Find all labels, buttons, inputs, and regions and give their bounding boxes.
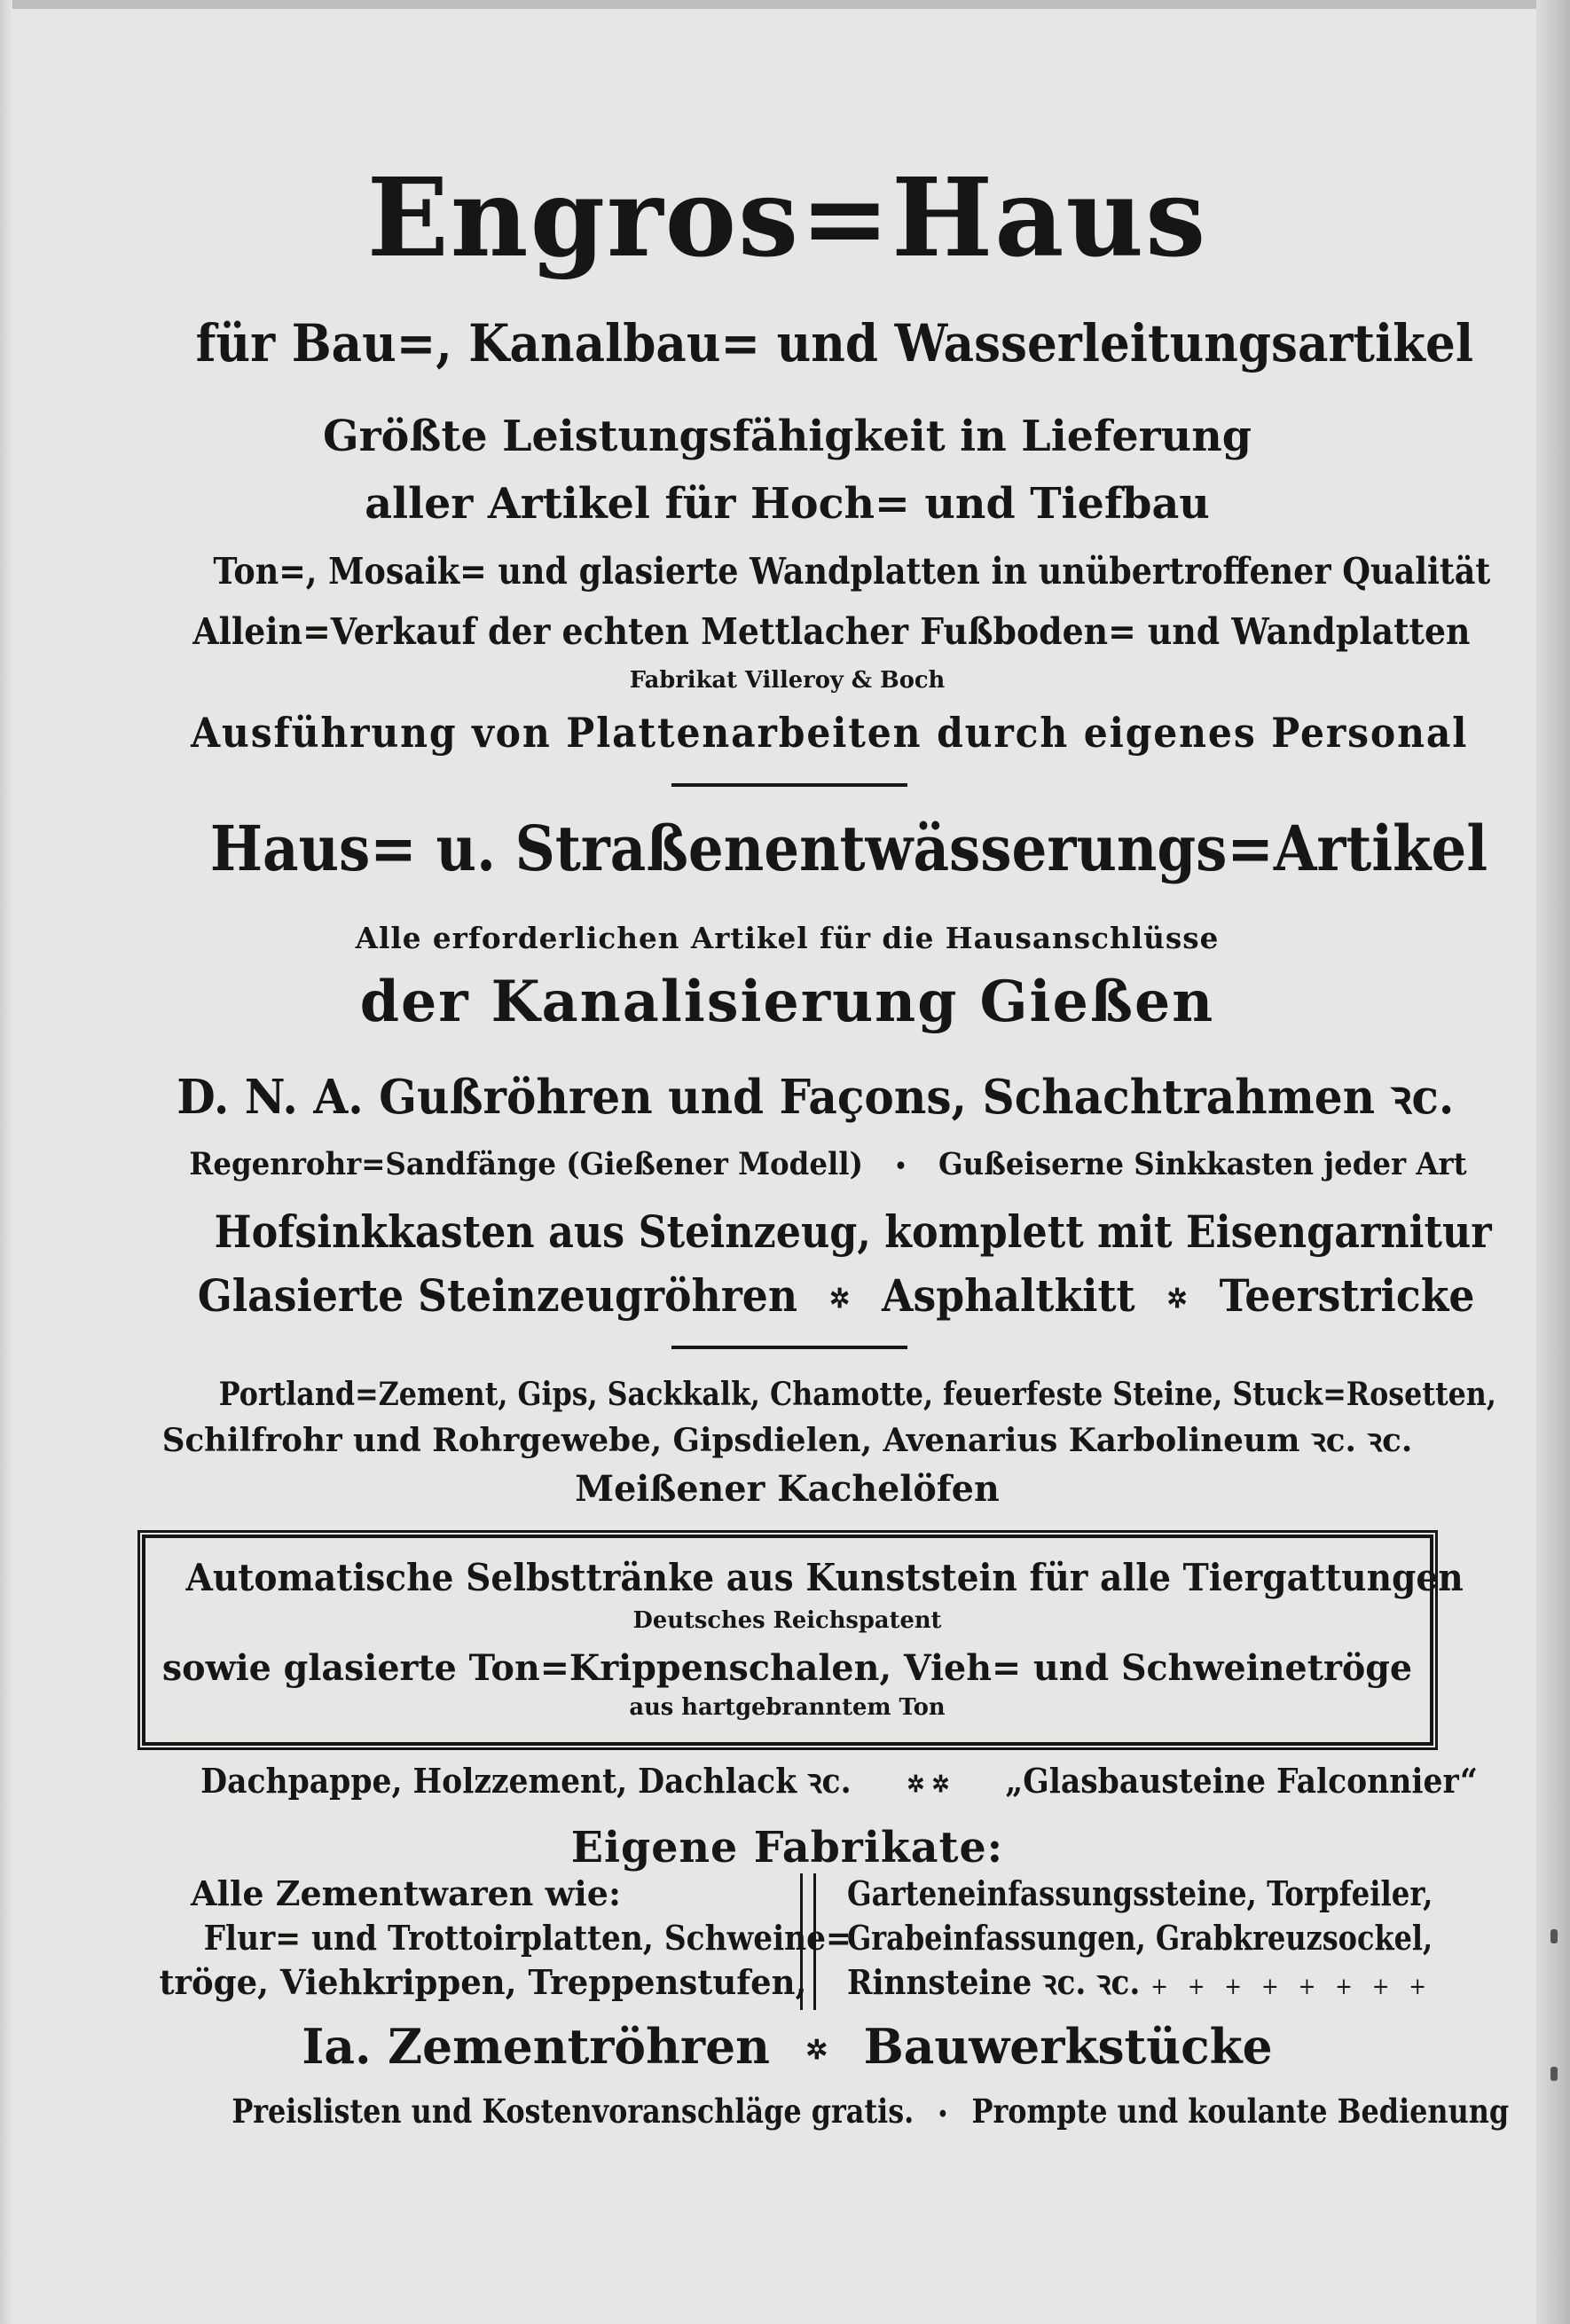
divider-rule: [671, 1346, 907, 1349]
footer-products: [149, 2017, 1426, 2080]
service-text: Prompte und koulante Bedienung: [971, 2092, 1510, 2131]
sandfang-text: Regenrohr=Sandfänge (Gießener Modell): [189, 1146, 863, 1182]
rinnsteine-text: Rinnsteine ꝛc. ꝛc.: [847, 1962, 1141, 2002]
maker-note: Fabrikat Villeroy & Boch: [629, 667, 946, 694]
fabrikate-right-line: Grabeinfassungen, Grabkreuzsockel,: [847, 1918, 1433, 1958]
fabrikate-right-line: Garteneinfassungssteine, Torpfeiler,: [847, 1873, 1433, 1913]
fabrikate-left-line: tröge, Viehkrippen, Treppenstufen,: [159, 1962, 807, 2002]
fabrikate-left-line: Flur= und Trottoirplatten, Schweine=: [203, 1918, 852, 1958]
asphalt-text: Asphaltkitt: [882, 1269, 1135, 1322]
drainage-city: der Kanalisierung Gießen: [359, 969, 1215, 1035]
capacity-line: Größte Leistungsfähigkeit in Lieferung: [323, 412, 1252, 461]
box-line: Automatische Selbsttränke aus Kunststein für alle Tiergattungen: [185, 1556, 1464, 1599]
box-line: Deutsches Reichspatent: [632, 1607, 942, 1634]
column-divider: [800, 1873, 816, 2010]
roofing-line: [200, 1759, 1478, 1807]
flower-ornament: ✲: [829, 1284, 851, 1315]
roofing-right: „Glasbausteine Falconnier“: [1005, 1761, 1478, 1801]
box-line: aus hartgebranntem Ton: [629, 1694, 946, 1721]
materials-line: Meißener Kachelöfen: [575, 1468, 1000, 1510]
teer-text: Teerstricke: [1219, 1269, 1475, 1322]
drainage-heading: Haus= u. Straßenentwässerungs=Artikel: [209, 812, 1488, 885]
capacity-line: aller Artikel für Hoch= und Tiefbau: [365, 479, 1210, 529]
fabrikate-left-column: [142, 1872, 852, 2005]
roofing-left: Dachpappe, Holzzement, Dachlack ꝛc.: [200, 1761, 852, 1801]
divider-rule: [671, 783, 907, 787]
flower-ornament: ✲: [1166, 1284, 1188, 1315]
drainage-line: [197, 1268, 1475, 1327]
materials-line: Schilfrohr und Rohrgewebe, Gipsdielen, Avenarius Karbolineum ꝛc. ꝛc.: [161, 1422, 1413, 1459]
drainage-line: [189, 1144, 1467, 1187]
bauwerkstuecke-text: Bauwerkstücke: [863, 2018, 1273, 2075]
cross-ornament-row: + + + + + + + +: [1150, 1974, 1433, 2000]
fabrikate-right-line: [847, 1960, 1433, 2009]
sinkkasten-text: Gußeiserne Sinkkasten jeder Art: [938, 1146, 1467, 1182]
fabrikate-right-column: [847, 1872, 1433, 2009]
fabrikate-left-line: Alle Zementwaren wie:: [191, 1873, 621, 1913]
closing-line: [232, 2090, 1510, 2136]
tiles-line: Ton=, Mosaik= und glasierte Wandplatten in unübertroffener Qualität: [213, 550, 1491, 593]
drainage-pipes: D. N. A. Gußröhren und Façons, Schachtrahmen ꝛc.: [177, 1070, 1455, 1125]
edge-mark: [1550, 2067, 1558, 2081]
fabrikate-heading: Eigene Fabrikate:: [570, 1823, 1004, 1873]
zementroehren-text: Ia. Zementröhren: [302, 2018, 770, 2075]
bullet-separator: •: [937, 2102, 948, 2126]
flower-ornament: ✲: [805, 2034, 828, 2066]
pricelist-text: Preislisten und Kostenvoranschläge gratis.: [232, 2092, 915, 2131]
tiles-line: Ausführung von Plattenarbeiten durch eigenes Personal: [191, 709, 1469, 757]
ad-subtitle: für Bau=, Kanalbau= und Wasserleitungsartikel: [195, 313, 1474, 373]
drainage-sub: Alle erforderlichen Artikel für die Hausanschlüsse: [355, 921, 1220, 955]
box-line: sowie glasierte Ton=Krippenschalen, Vieh= und Schweinetröge: [161, 1647, 1413, 1689]
page-edge-top: [0, 0, 1570, 9]
drainage-line: Hofsinkkasten aus Steinzeug, komplett mit Eisengarnitur: [214, 1205, 1492, 1258]
steinzeug-text: Glasierte Steinzeugröhren: [197, 1269, 798, 1322]
page-edge-right: [1536, 0, 1570, 2324]
tiles-line: Allein=Verkauf der echten Mettlacher Fußboden= und Wandplatten: [192, 610, 1471, 653]
ad-title: Engros=Haus: [366, 153, 1208, 281]
star-ornament: ✲ ✲: [907, 1770, 950, 1798]
bullet-separator: •: [894, 1152, 907, 1179]
materials-line: Portland=Zement, Gips, Sackkalk, Chamotte, feuerfeste Steine, Stuck=Rosetten,: [218, 1376, 1496, 1413]
edge-mark: [1550, 1929, 1558, 1943]
page-edge-left: [0, 0, 12, 2324]
